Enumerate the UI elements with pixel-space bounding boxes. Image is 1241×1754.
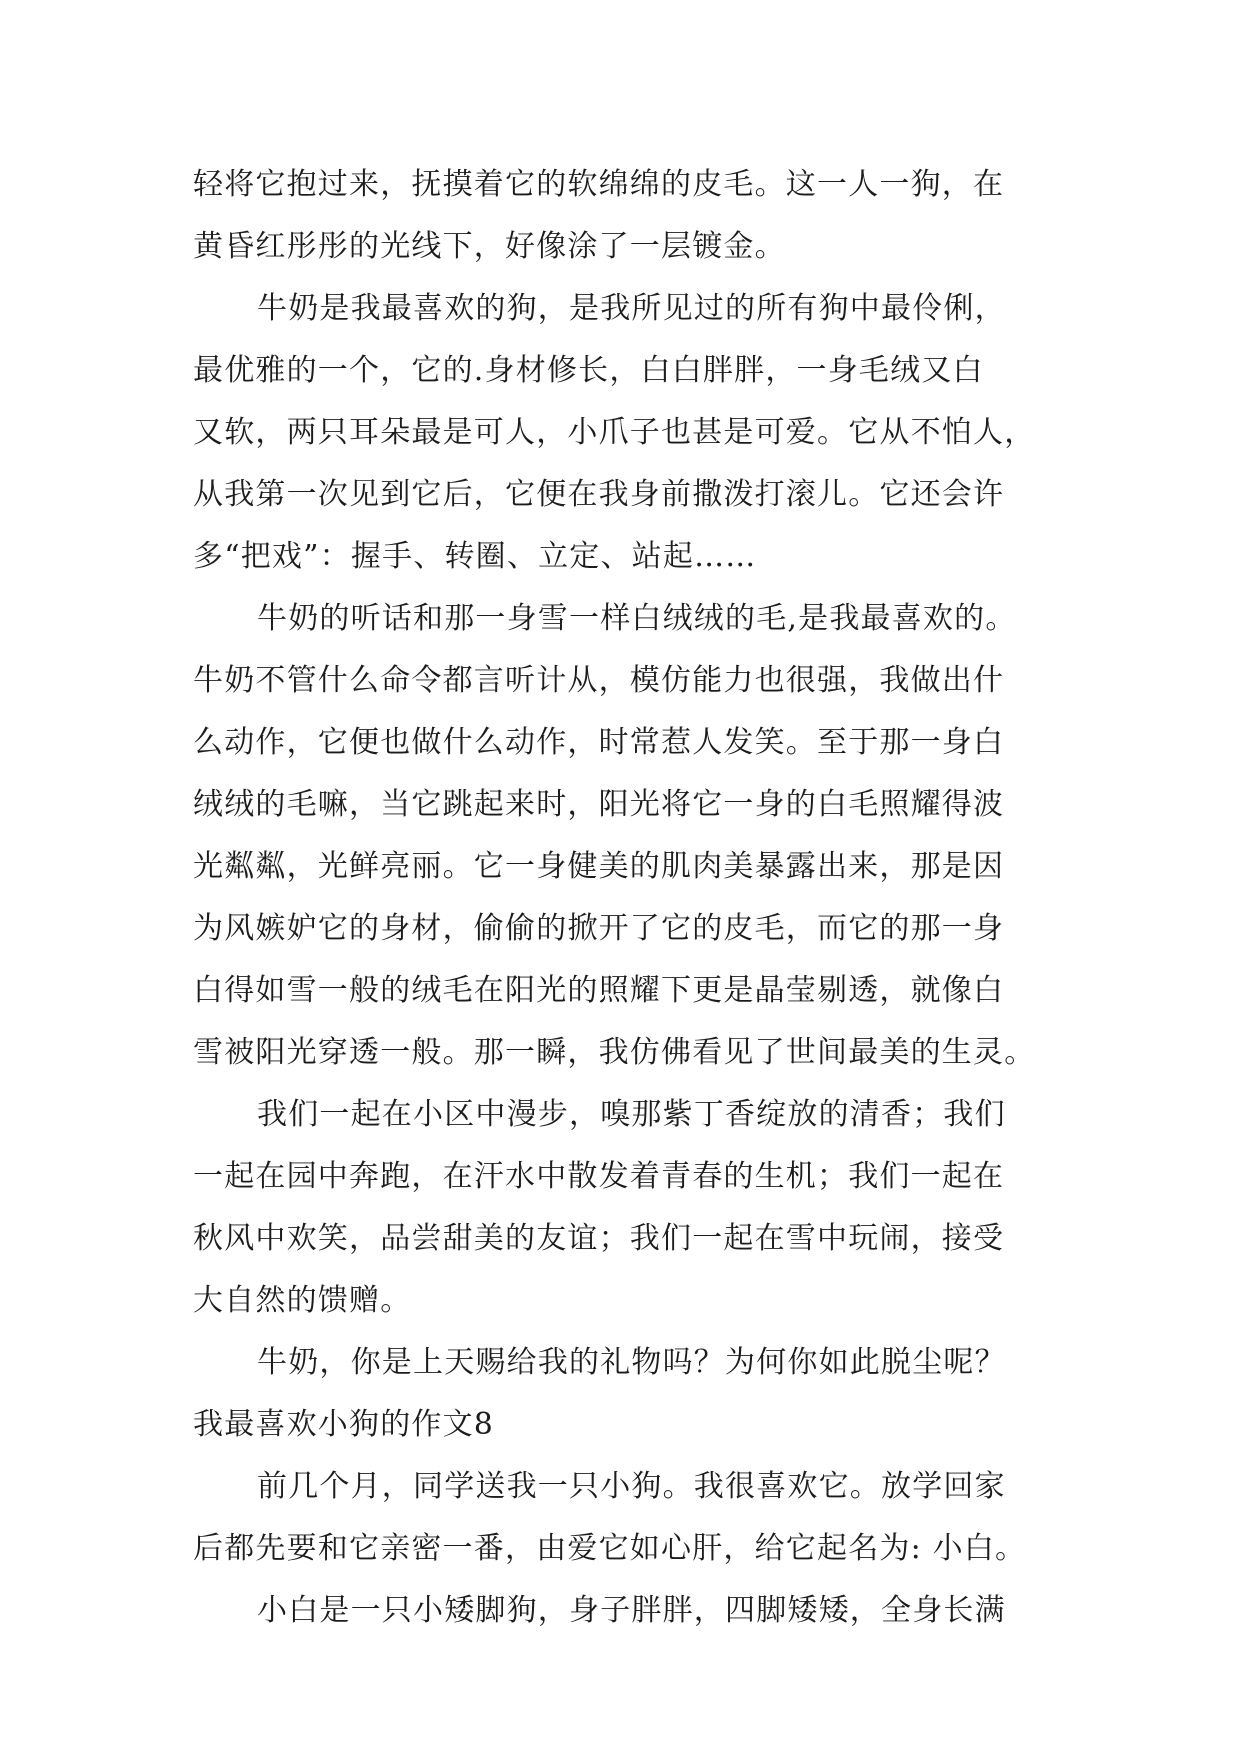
text-line: 多“把戏”：握手、转圈、立定、站起…… — [193, 539, 757, 574]
paragraph-start-line: 我们一起在小区中漫步，嗅那紫丁香绽放的清香；我们 — [257, 1097, 1006, 1132]
text-line: 又软，两只耳朵最是可人，小爪子也甚是可爱。它从不怕人， — [193, 415, 1036, 450]
text-line: 从我第一次见到它后，它便在我身前撒泼打滚儿。它还会许 — [193, 477, 1005, 512]
text-line: 绒绒的毛嘛，当它跳起来时，阳光将它一身的白毛照耀得波 — [193, 787, 1005, 822]
text-line: 为风嫉妒它的身材，偷偷的掀开了它的皮毛，而它的那一身 — [193, 911, 1005, 946]
text-line: 轻将它抱过来，抚摸着它的软绵绵的皮毛。这一人一狗，在 — [193, 167, 1005, 202]
text-line: 大自然的馈赠。 — [193, 1283, 412, 1318]
text-line: 黄昏红彤彤的光线下，好像涂了一层镀金。 — [193, 229, 786, 264]
text-line: 牛奶不管什么命令都言听计从，模仿能力也很强，我做出什 — [193, 663, 1005, 698]
essay-body — [193, 154, 1073, 1642]
paragraph-start-line: 小白是一只小矮脚狗，身子胖胖，四脚矮矮，全身长满 — [257, 1593, 1006, 1628]
text-line: 后都先要和它亲密一番，由爱它如心肝，给它起名为: 小白。 — [193, 1531, 1027, 1566]
section-heading: 我最喜欢小狗的作文8 — [193, 1407, 495, 1442]
text-line: 秋风中欢笑，品尝甜美的友谊；我们一起在雪中玩闹，接受 — [193, 1221, 1005, 1256]
paragraph-start-line: 牛奶，你是上天赐给我的礼物吗？为何你如此脱尘呢？ — [257, 1345, 1006, 1380]
text-line: 白得如雪一般的绒毛在阳光的照耀下更是晶莹剔透，就像白 — [193, 973, 1005, 1008]
paragraph-start-line: 牛奶是我最喜欢的狗，是我所见过的所有狗中最伶俐， — [257, 291, 1006, 326]
text-line: 雪被阳光穿透一般。那一瞬，我仿佛看见了世间最美的生灵。 — [193, 1035, 1036, 1070]
text-line: 光粼粼，光鲜亮丽。它一身健美的肌肉美暴露出来，那是因 — [193, 849, 1005, 884]
text-line: 最优雅的一个，它的.身材修长，白白胖胖，一身毛绒又白 — [193, 353, 984, 388]
text-line: 一起在园中奔跑，在汗水中散发着青春的生机；我们一起在 — [193, 1159, 1005, 1194]
paragraph-start-line: 前几个月，同学送我一只小狗。我很喜欢它。放学回家 — [257, 1469, 1006, 1504]
text-line: 么动作，它便也做什么动作，时常惹人发笑。至于那一身白 — [193, 725, 1005, 760]
paragraph-start-line: 牛奶的听话和那一身雪一样白绒绒的毛,是我最喜欢的。 — [257, 601, 1017, 636]
